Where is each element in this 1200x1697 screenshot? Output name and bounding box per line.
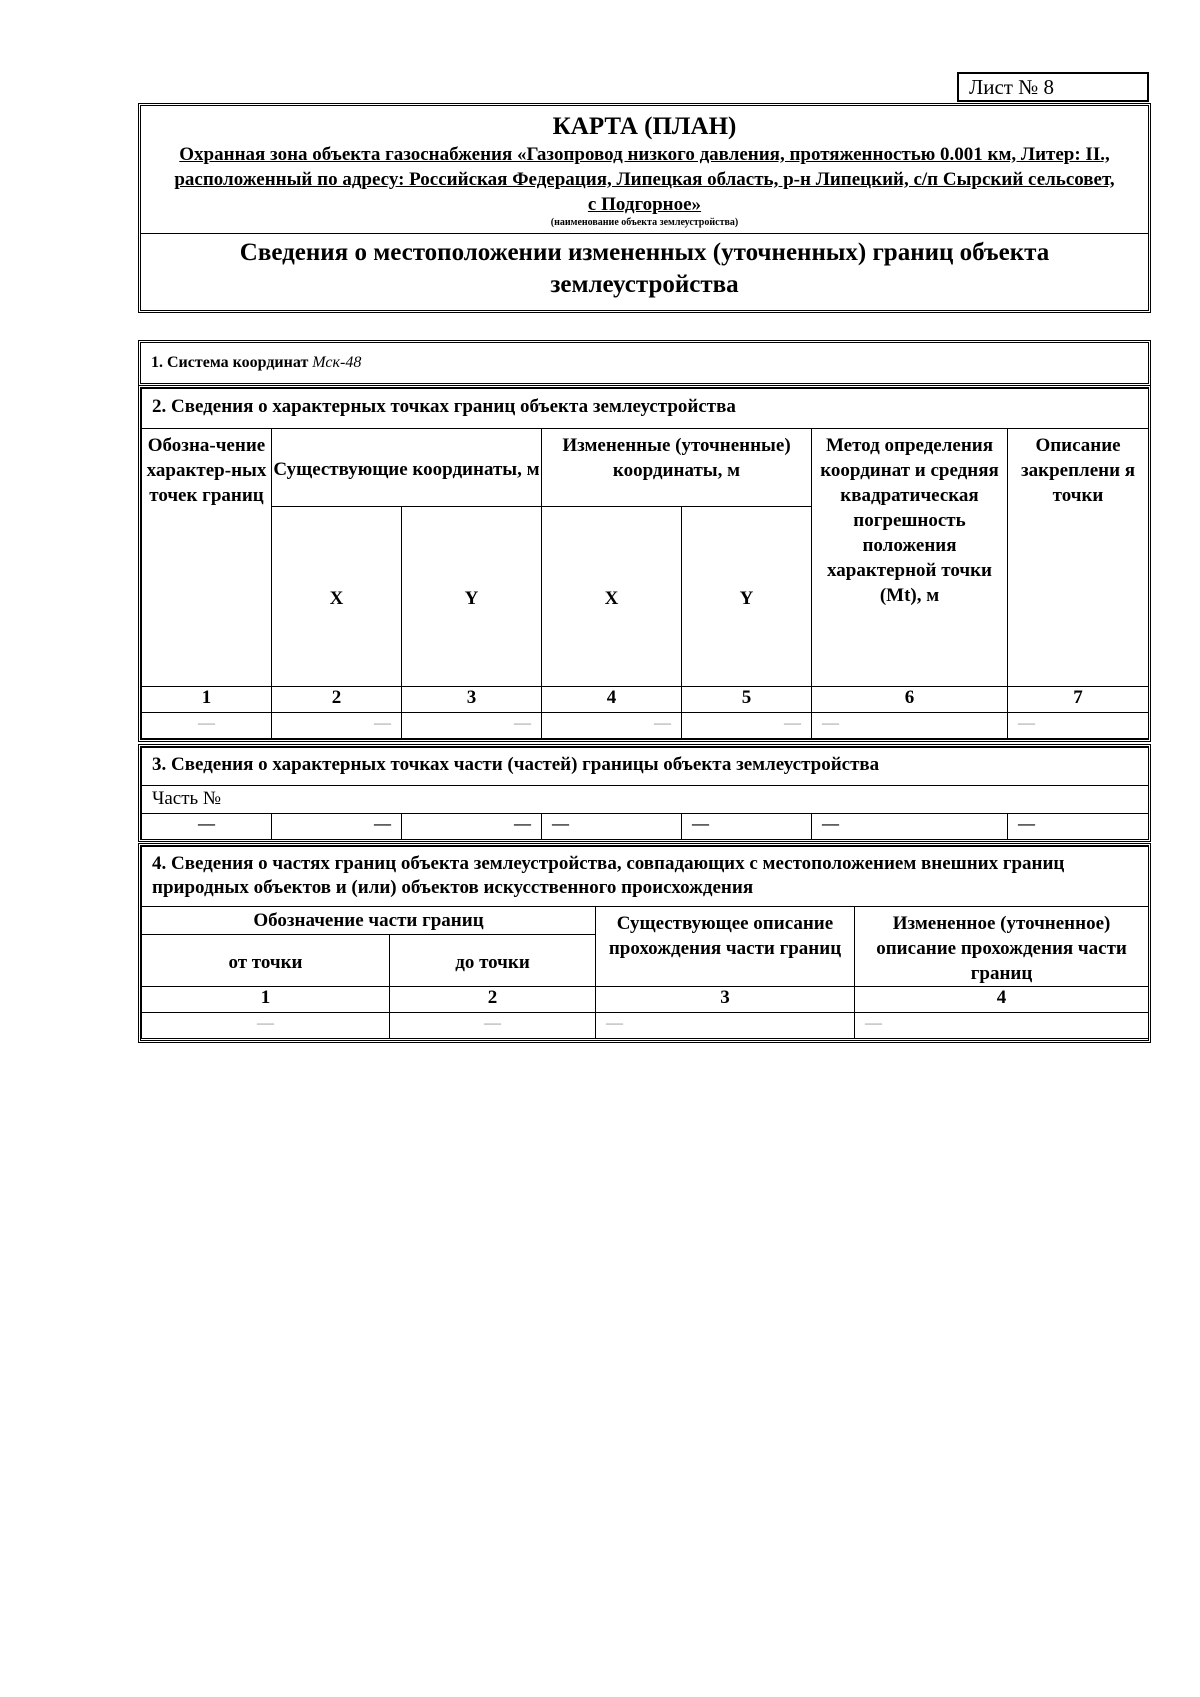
document-title: КАРТА (ПЛАН) [552,113,737,140]
col-number-1: 1 [142,687,272,713]
table-cell-dash: — [402,713,542,739]
table-cell-dash: — [142,713,272,739]
document-subtitle: Сведения о местоположении измененных (уточненных) границ объекта землеустройства [239,239,1050,298]
table-cell-dash: — [142,1013,390,1039]
section-2-table [141,388,1149,739]
sheet-number-label: Лист № 8 [969,74,1055,99]
col-number-2: 2 [390,987,596,1013]
col-from-point-header: от точки [142,935,390,987]
table-cell-dash: — [272,814,402,840]
col-method-header [812,429,1008,687]
col-number-7: 7 [1008,687,1149,713]
table-cell-dash: — [855,1013,1149,1039]
col-number-5: 5 [682,687,812,713]
col-part-header: Обозначение части границ [142,907,596,935]
object-name-caption: (наименование объекта землеустройства) [550,217,739,228]
col-number-1: 1 [142,987,390,1013]
changed-y-header: Y [682,507,812,687]
section-1-row [141,343,1148,381]
col-number-2: 2 [272,687,402,713]
col-number-3: 3 [402,687,542,713]
section-1-box [138,340,1151,386]
col-changed-description-header: Измененное (уточненное) описание прохождения части границ [855,907,1149,987]
col-changed-coords-header: Измененные (уточненные) координаты, м [542,429,812,507]
table-cell-dash: — [402,814,542,840]
table-cell-dash: — [542,713,682,739]
section-1-label: 1. Система координат [151,354,313,371]
col-number-4: 4 [855,987,1149,1013]
table-cell-dash: — [812,713,1008,739]
table-cell-dash: — [1008,713,1149,739]
table-cell-dash: — [390,1013,596,1039]
col-existing-coords-header: Существующие координаты, м [272,429,542,507]
table-cell-dash: — [682,814,812,840]
table-cell-dash: — [812,814,1008,840]
col-method-text: Метод определения координат и средняя квадратическая погрешность положения характерной точки [820,435,999,581]
section-3-title: 3. Сведения о характерных точках части (частей) границы объекта землеустройства [142,748,1149,786]
section-2-title: 2. Сведения о характерных точках границ объекта землеустройства [142,389,1149,429]
col-to-point-header: до точки [390,935,596,987]
document-header [138,103,1151,313]
existing-x-header: X [272,507,402,687]
object-name: Охранная зона объекта газоснабжения «Газопровод низкого давления, протяженностью 0.001 км, Литер: II., расположенный по адресу: Российская Федерация, Липецкая область, р-н Липецкий, с/п Сырский сельсовет, с Подгорное» [174,144,1115,215]
col-number-4: 4 [542,687,682,713]
sheet-number [957,72,1149,102]
table-cell-dash: — [272,713,402,739]
col-existing-description-header: Существующее описание прохождения части границ [596,907,855,987]
part-number-row [142,786,1149,814]
part-number-label: Часть № [152,788,222,809]
table-cell-dash: — [596,1013,855,1039]
col-description-header: Описание закреплени я точки [1008,429,1149,687]
coordinate-system-value: Мск-48 [312,354,362,371]
table-cell-dash: — [142,814,272,840]
col-method-unit: (Mt), м [879,585,940,606]
existing-y-header: Y [402,507,542,687]
table-cell-dash: — [1008,814,1149,840]
section-3-table [141,747,1149,840]
table-cell-dash: — [542,814,682,840]
col-number-6: 6 [812,687,1008,713]
col-number-3: 3 [596,987,855,1013]
col-designation-header: Обозна-чение характер-ных точек границ [142,429,272,687]
table-cell-dash: — [682,713,812,739]
section-4-title: 4. Сведения о частях границ объекта землеустройства, совпадающих с местоположением внешних границ природных объектов и (или) объектов искусственного происхождения [142,847,1149,907]
section-4-table [141,846,1149,1039]
changed-x-header: X [542,507,682,687]
